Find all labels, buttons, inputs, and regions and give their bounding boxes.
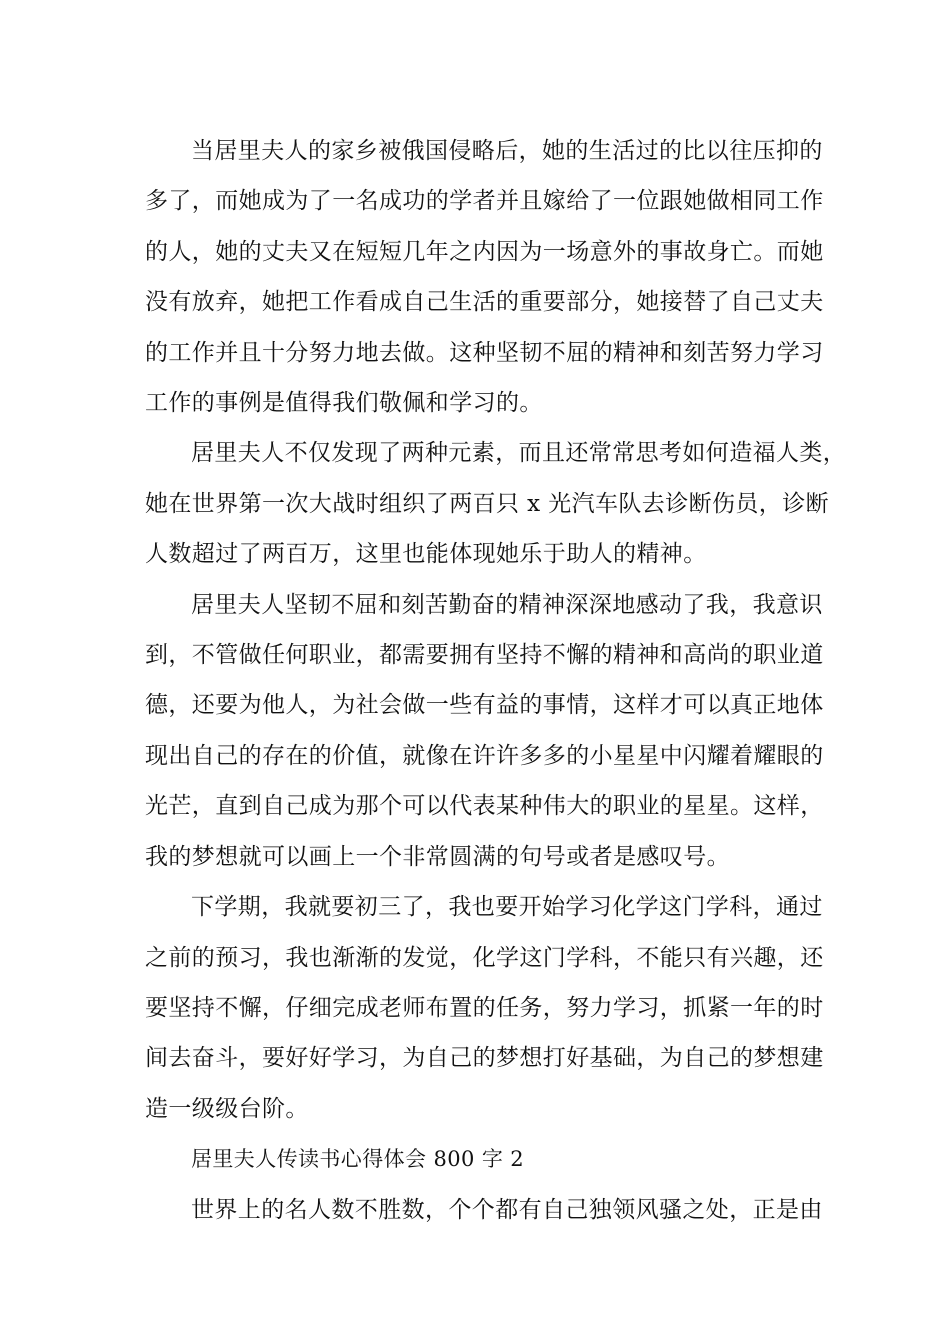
text-line: 之前的预习，我也渐渐的发觉，化学这门学科，不能只有兴趣，还 <box>145 944 824 971</box>
text-line: 世界上的名人数不胜数，个个都有自己独领风骚之处，正是由 <box>191 1196 823 1223</box>
text-line: 的人，她的丈夫又在短短几年之内因为一场意外的事故身亡。而她 <box>145 238 824 265</box>
text-line: 间去奋斗，要好好学习，为自己的梦想打好基础，为自己的梦想建 <box>145 1045 824 1072</box>
document-page <box>145 126 847 1235</box>
text-line: 工作的事例是值得我们敬佩和学习的。 <box>145 390 543 417</box>
paragraph-2 <box>145 428 847 579</box>
text-line: 现出自己的存在的价值，就像在许许多多的小星星中闪耀着耀眼的 <box>145 742 824 769</box>
text-line: 的工作并且十分努力地去做。这种坚韧不屈的精神和刻苦努力学习 <box>145 339 824 366</box>
text-line: 要坚持不懈，仔细完成老师布置的任务，努力学习，抓紧一年的时 <box>145 994 824 1021</box>
text-line: 居里夫人坚韧不屈和刻苦勤奋的精神深深地感动了我，我意识 <box>191 591 823 618</box>
paragraph-1 <box>145 126 825 428</box>
text-line: 德，还要为他人，为社会做一些有益的事情，这样才可以真正地体 <box>145 692 824 719</box>
heading-text: 居里夫人传读书心得体会 800 字 2 <box>191 1147 525 1172</box>
text-line: 造一级级台阶。 <box>145 1095 309 1122</box>
text-line: 当居里夫人的家乡被俄国侵略后，她的生活过的比以往压抑的 <box>191 138 823 164</box>
section-heading <box>145 1134 825 1184</box>
text-line: 下学期，我就要初三了，我也要开始学习化学这门学科，通过 <box>191 894 823 921</box>
text-line: 到，不管做任何职业，都需要拥有坚持不懈的精神和高尚的职业道 <box>145 642 824 669</box>
text-line: 多了，而她成为了一名成功的学者并且嫁给了一位跟她做相同工作 <box>145 188 824 215</box>
text-line: 光芒，直到自己成为那个可以代表某种伟大的职业的星星。这样， <box>145 793 824 820</box>
text-line: 她在世界第一次大战时组织了两百只 x 光汽车队去诊断伤员，诊断 <box>145 490 829 517</box>
paragraph-4 <box>145 882 825 1134</box>
text-line: 居里夫人不仅发现了两种元素，而且还常常思考如何造福人类， <box>191 440 847 467</box>
paragraph-3 <box>145 580 825 882</box>
text-line: 没有放弃，她把工作看成自己生活的重要部分，她接替了自己丈夫 <box>145 289 824 316</box>
text-line: 我的梦想就可以画上一个非常圆满的句号或者是感叹号。 <box>145 843 730 870</box>
paragraph-5 <box>145 1185 825 1235</box>
text-line: 人数超过了两百万，这里也能体现她乐于助人的精神。 <box>145 541 707 568</box>
